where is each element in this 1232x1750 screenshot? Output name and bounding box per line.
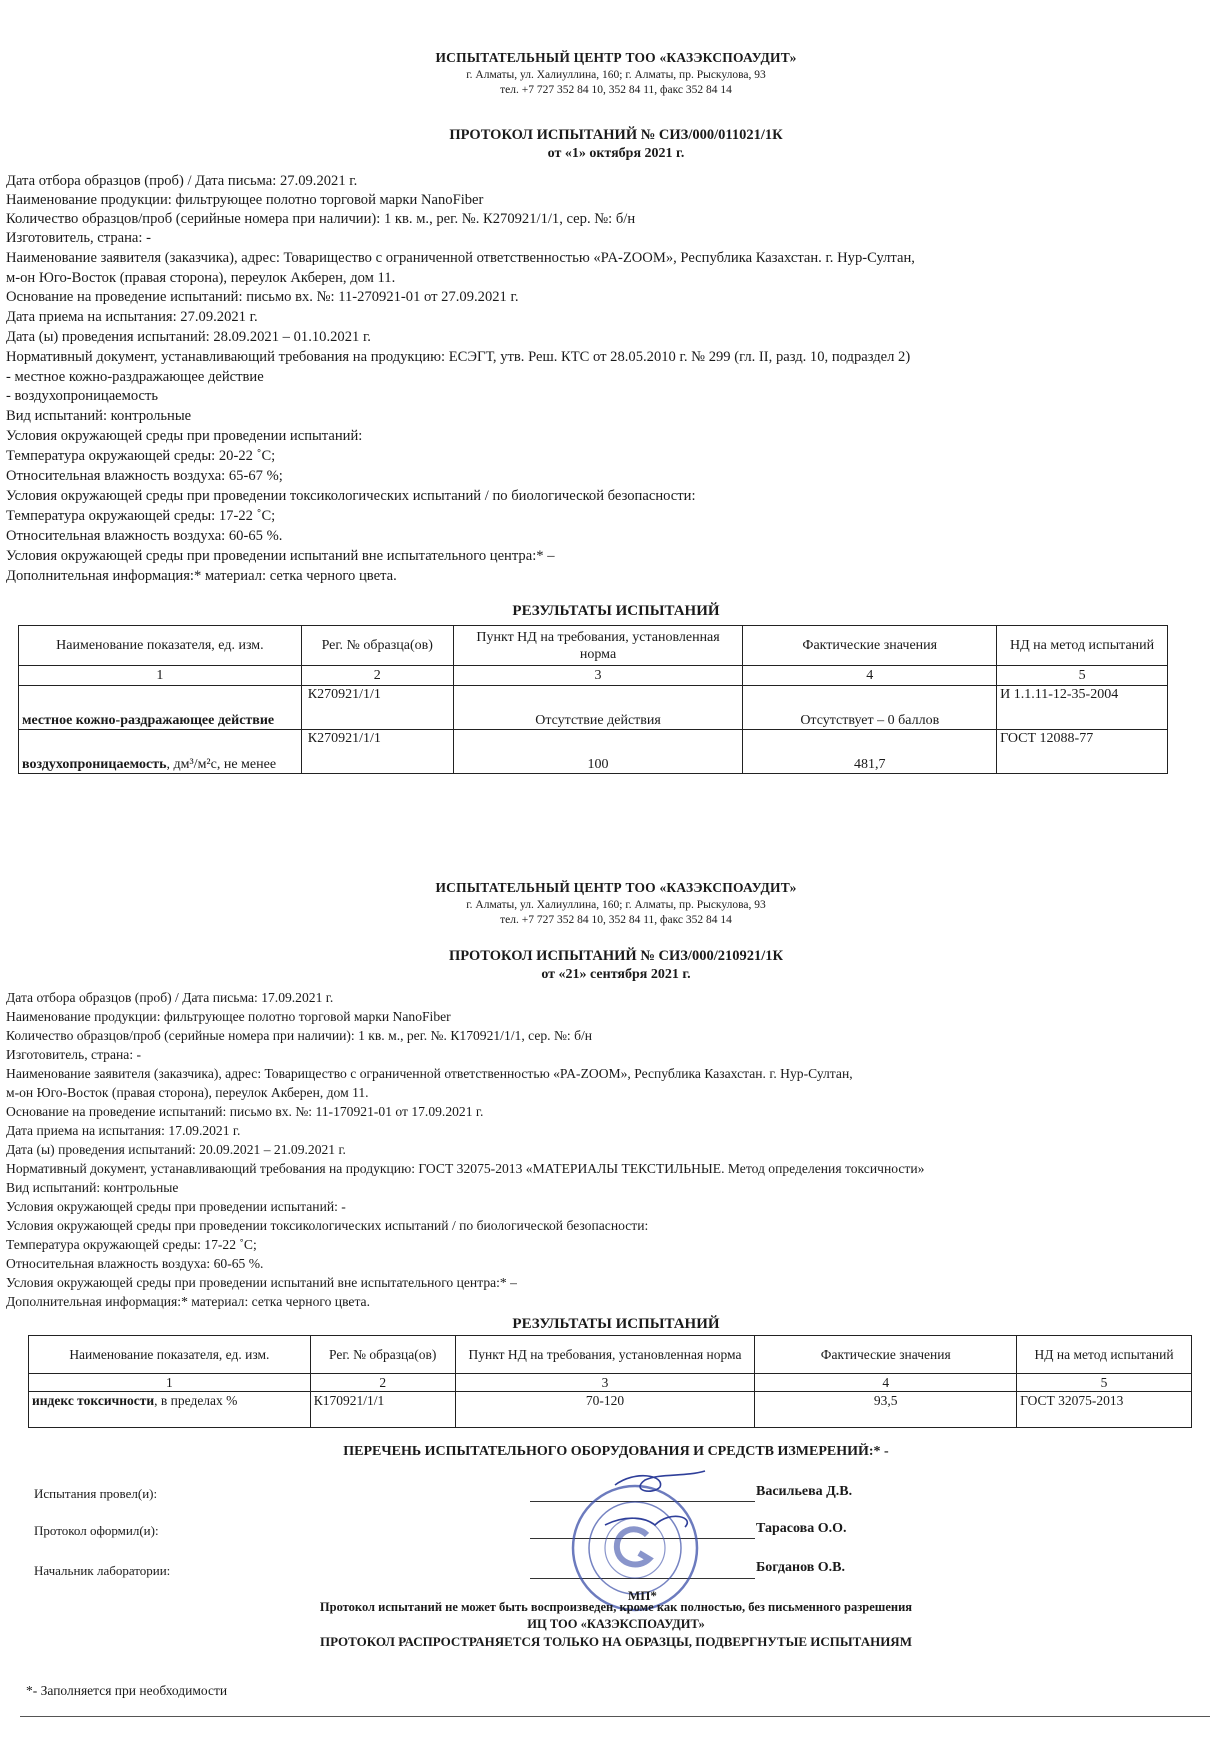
doc2-line: Дополнительная информация:* материал: сетка черного цвета. [6, 1294, 370, 1309]
doc2-results-title: РЕЗУЛЬТАТЫ ИСПЫТАНИЙ [512, 1316, 720, 1332]
norm-value: 70-120 [455, 1392, 755, 1428]
doc1-line: - воздухопроницаемость [6, 388, 159, 404]
doc2-line: Условия окружающей среды при проведении испытаний вне испытательного центра:* – [6, 1275, 517, 1290]
table-header: Наименование показателя, ед. изм. [29, 1336, 311, 1374]
indicator-name-bold: воздухопроницаемость [22, 757, 167, 772]
doc1-line: Вид испытаний: контрольные [6, 408, 192, 424]
table-header: НД на метод испытаний [1017, 1336, 1192, 1374]
doc2-line: Температура окружающей среды: 17-22 ˚С; [6, 1237, 257, 1252]
doc1-line: - местное кожно-раздражающее действие [6, 369, 264, 385]
indicator-name: местное кожно-раздражающее действие [19, 686, 302, 730]
doc1-line: Температура окружающей среды: 17-22 ˚С; [6, 508, 276, 524]
doc2-line: Основание на проведение испытаний: письмо вх. №: 11-170921-01 от 17.09.2021 г. [6, 1104, 484, 1119]
doc1-results-table [18, 625, 1168, 774]
column-number: 3 [453, 666, 743, 686]
doc2-line: Количество образцов/проб (серийные номера при наличии): 1 кв. м., рег. №. К170921/1/1, сер. №: б/н [6, 1028, 593, 1043]
norm-value: Отсутствие действия [453, 686, 743, 730]
doc2-line: Наименование заявителя (заказчика), адрес: Товарищество с ограниченной ответственностью «PA-ZOOM», Республика Казахстан. г. Нур-Султан, [6, 1066, 853, 1081]
doc2-results-table [28, 1335, 1192, 1428]
test-method: ГОСТ 32075-2013 [1017, 1392, 1192, 1428]
doc1-line: Относительная влажность воздуха: 65-67 %; [6, 468, 283, 484]
table-number-row [29, 1374, 1192, 1392]
column-number: 2 [310, 1374, 455, 1392]
footer-notice: Протокол испытаний не может быть воспроизведен, кроме как полностью, без письменного разрешения [319, 1600, 913, 1614]
table-row [19, 730, 1168, 774]
signatory-name: Васильева Д.В. [756, 1484, 853, 1499]
doc1-line: Температура окружающей среды: 20-22 ˚С; [6, 448, 276, 464]
column-number: 3 [455, 1374, 755, 1392]
doc2-line: Дата отбора образцов (проб) / Дата письма: 17.09.2021 г. [6, 990, 334, 1005]
doc1-line: Дополнительная информация:* материал: сетка черного цвета. [6, 568, 397, 584]
table-header: Рег. № образца(ов) [301, 626, 453, 666]
doc1-line: Условия окружающей среды при проведении испытаний: [6, 428, 363, 444]
actual-value: 93,5 [755, 1392, 1017, 1428]
doc2-line: Относительная влажность воздуха: 60-65 %. [6, 1256, 264, 1271]
indicator-name-bold: индекс токсичности [32, 1393, 155, 1408]
doc2-line: м-он Юго-Восток (правая сторона), переулок Акберен, дом 11. [6, 1085, 369, 1100]
signatory-name: Богданов О.В. [756, 1560, 846, 1575]
doc1-results-title: РЕЗУЛЬТАТЫ ИСПЫТАНИЙ [512, 603, 720, 619]
doc2-protocol-date: от «21» сентября 2021 г. [541, 967, 691, 982]
norm-value: 100 [453, 730, 743, 774]
sample-reg-number: К270921/1/1 [301, 730, 453, 774]
doc1-line: Дата приема на испытания: 27.09.2021 г. [6, 309, 258, 325]
doc2-line: Вид испытаний: контрольные [6, 1180, 179, 1195]
doc1-protocol-title: ПРОТОКОЛ ИСПЫТАНИЙ № СИЗ/000/011021/1К [449, 127, 783, 143]
doc1-line: м-он Юго-Восток (правая сторона), переулок Акберен, дом 11. [6, 270, 396, 286]
column-number: 4 [755, 1374, 1017, 1392]
doc1-address: г. Алматы, ул. Халиуллина, 160; г. Алматы, пр. Рыскулова, 93 [466, 69, 766, 81]
doc2-line: Дата (ы) проведения испытаний: 20.09.2021 – 21.09.2021 г. [6, 1142, 346, 1157]
column-number: 5 [1017, 1374, 1192, 1392]
table-header-row [29, 1336, 1192, 1374]
actual-value: Отсутствует – 0 баллов [743, 686, 997, 730]
doc2-protocol-title: ПРОТОКОЛ ИСПЫТАНИЙ № СИЗ/000/210921/1К [448, 948, 784, 964]
column-number: 1 [29, 1374, 311, 1392]
sample-reg-number: К270921/1/1 [301, 686, 453, 730]
sample-reg-number: К170921/1/1 [310, 1392, 455, 1428]
indicator-unit: , дм³/м²с, не менее [166, 757, 277, 772]
actual-value: 481,7 [743, 730, 997, 774]
table-header: Пункт НД на требования, установленная норма [455, 1336, 755, 1374]
table-header: Фактические значения [755, 1336, 1017, 1374]
footnote: *- Заполняется при необходимости [26, 1683, 228, 1698]
table-header: Фактические значения [743, 626, 997, 666]
footer-org: ИЦ ТОО «КАЗЭКСПОАУДИТ» [527, 1617, 705, 1631]
doc2-line: Условия окружающей среды при проведении токсикологических испытаний / по биологической безопасности: [6, 1218, 649, 1233]
doc1-line: Нормативный документ, устанавливающий требования на продукцию: ЕСЭГТ, утв. Реш. КТС от 28.05.2010 г. № 299 (гл. II, разд. 10, подраздел 2) [6, 349, 911, 365]
bottom-divider [20, 1716, 1210, 1717]
table-header: Пункт НД на требования, установленная норма [453, 626, 743, 666]
doc2-line: Изготовитель, страна: - [6, 1047, 142, 1062]
doc1-org-name: ИСПЫТАТЕЛЬНЫЙ ЦЕНТР ТОО «КАЗЭКСПОАУДИТ» [435, 50, 797, 65]
doc2-line: Дата приема на испытания: 17.09.2021 г. [6, 1123, 241, 1138]
stamp-mark: МП* [628, 1588, 657, 1603]
table-header: НД на метод испытаний [997, 626, 1168, 666]
doc1-line: Наименование заявителя (заказчика), адрес: Товарищество с ограниченной ответственностью «PA-ZOOM», Республика Казахстан. г. Нур-Султан, [6, 250, 915, 266]
doc1-line: Наименование продукции: фильтрующее полотно торговой марки NanoFiber [6, 192, 484, 208]
doc2-org-name: ИСПЫТАТЕЛЬНЫЙ ЦЕНТР ТОО «КАЗЭКСПОАУДИТ» [435, 880, 797, 895]
doc1-phones: тел. +7 727 352 84 10, 352 84 11, факс 352 84 14 [500, 84, 732, 96]
signature-label: Протокол оформил(и): [34, 1523, 159, 1538]
column-number: 4 [743, 666, 997, 686]
test-method: ГОСТ 12088-77 [997, 730, 1168, 774]
equipment-list-heading: ПЕРЕЧЕНЬ ИСПЫТАТЕЛЬНОГО ОБОРУДОВАНИЯ И СРЕДСТВ ИЗМЕРЕНИЙ:* - [343, 1444, 889, 1459]
signatory-name: Тарасова О.О. [756, 1521, 847, 1536]
doc1-line: Условия окружающей среды при проведении испытаний вне испытательного центра:* – [6, 548, 555, 564]
doc1-line: Дата (ы) проведения испытаний: 28.09.2021 – 01.10.2021 г. [6, 329, 371, 345]
column-number: 2 [301, 666, 453, 686]
doc2-line: Нормативный документ, устанавливающий требования на продукцию: ГОСТ 32075-2013 «МАТЕРИАЛЫ ТЕКСТИЛЬНЫЕ. Метод определения токсичности» [6, 1161, 925, 1176]
footer-scope: ПРОТОКОЛ РАСПРОСТРАНЯЕТСЯ ТОЛЬКО НА ОБРАЗЦЫ, ПОДВЕРГНУТЫЕ ИСПЫТАНИЯМ [320, 1634, 912, 1649]
doc1-line: Количество образцов/проб (серийные номера при наличии): 1 кв. м., рег. №. К270921/1/1, сер. №: б/н [6, 211, 636, 227]
doc2-phones: тел. +7 727 352 84 10, 352 84 11, факс 352 84 14 [500, 914, 732, 926]
indicator-name [29, 1392, 311, 1428]
signature-label: Начальник лаборатории: [34, 1563, 171, 1578]
table-header-row [19, 626, 1168, 666]
doc1-line: Изготовитель, страна: - [6, 230, 151, 246]
column-number: 5 [997, 666, 1168, 686]
doc2-line: Наименование продукции: фильтрующее полотно торговой марки NanoFiber [6, 1009, 451, 1024]
column-number: 1 [19, 666, 302, 686]
table-number-row [19, 666, 1168, 686]
doc1-line: Дата отбора образцов (проб) / Дата письма: 27.09.2021 г. [6, 173, 358, 189]
doc1-protocol-date: от «1» октября 2021 г. [547, 146, 685, 161]
doc2-address: г. Алматы, ул. Халиуллина, 160; г. Алматы, пр. Рыскулова, 93 [466, 899, 766, 911]
table-row [29, 1392, 1192, 1428]
doc1-line: Основание на проведение испытаний: письмо вх. №: 11-270921-01 от 27.09.2021 г. [6, 289, 519, 305]
doc1-line: Относительная влажность воздуха: 60-65 %. [6, 528, 283, 544]
doc1-line: Условия окружающей среды при проведении токсикологических испытаний / по биологической безопасности: [6, 488, 696, 504]
indicator-unit: , в пределах % [154, 1393, 238, 1408]
signature-label: Испытания провел(и): [34, 1486, 158, 1501]
indicator-name [19, 730, 302, 774]
test-method: И 1.1.11-12-35-2004 [997, 686, 1168, 730]
table-header: Наименование показателя, ед. изм. [19, 626, 302, 666]
table-row [19, 686, 1168, 730]
table-header: Рег. № образца(ов) [310, 1336, 455, 1374]
doc2-line: Условия окружающей среды при проведении испытаний: - [6, 1199, 346, 1214]
